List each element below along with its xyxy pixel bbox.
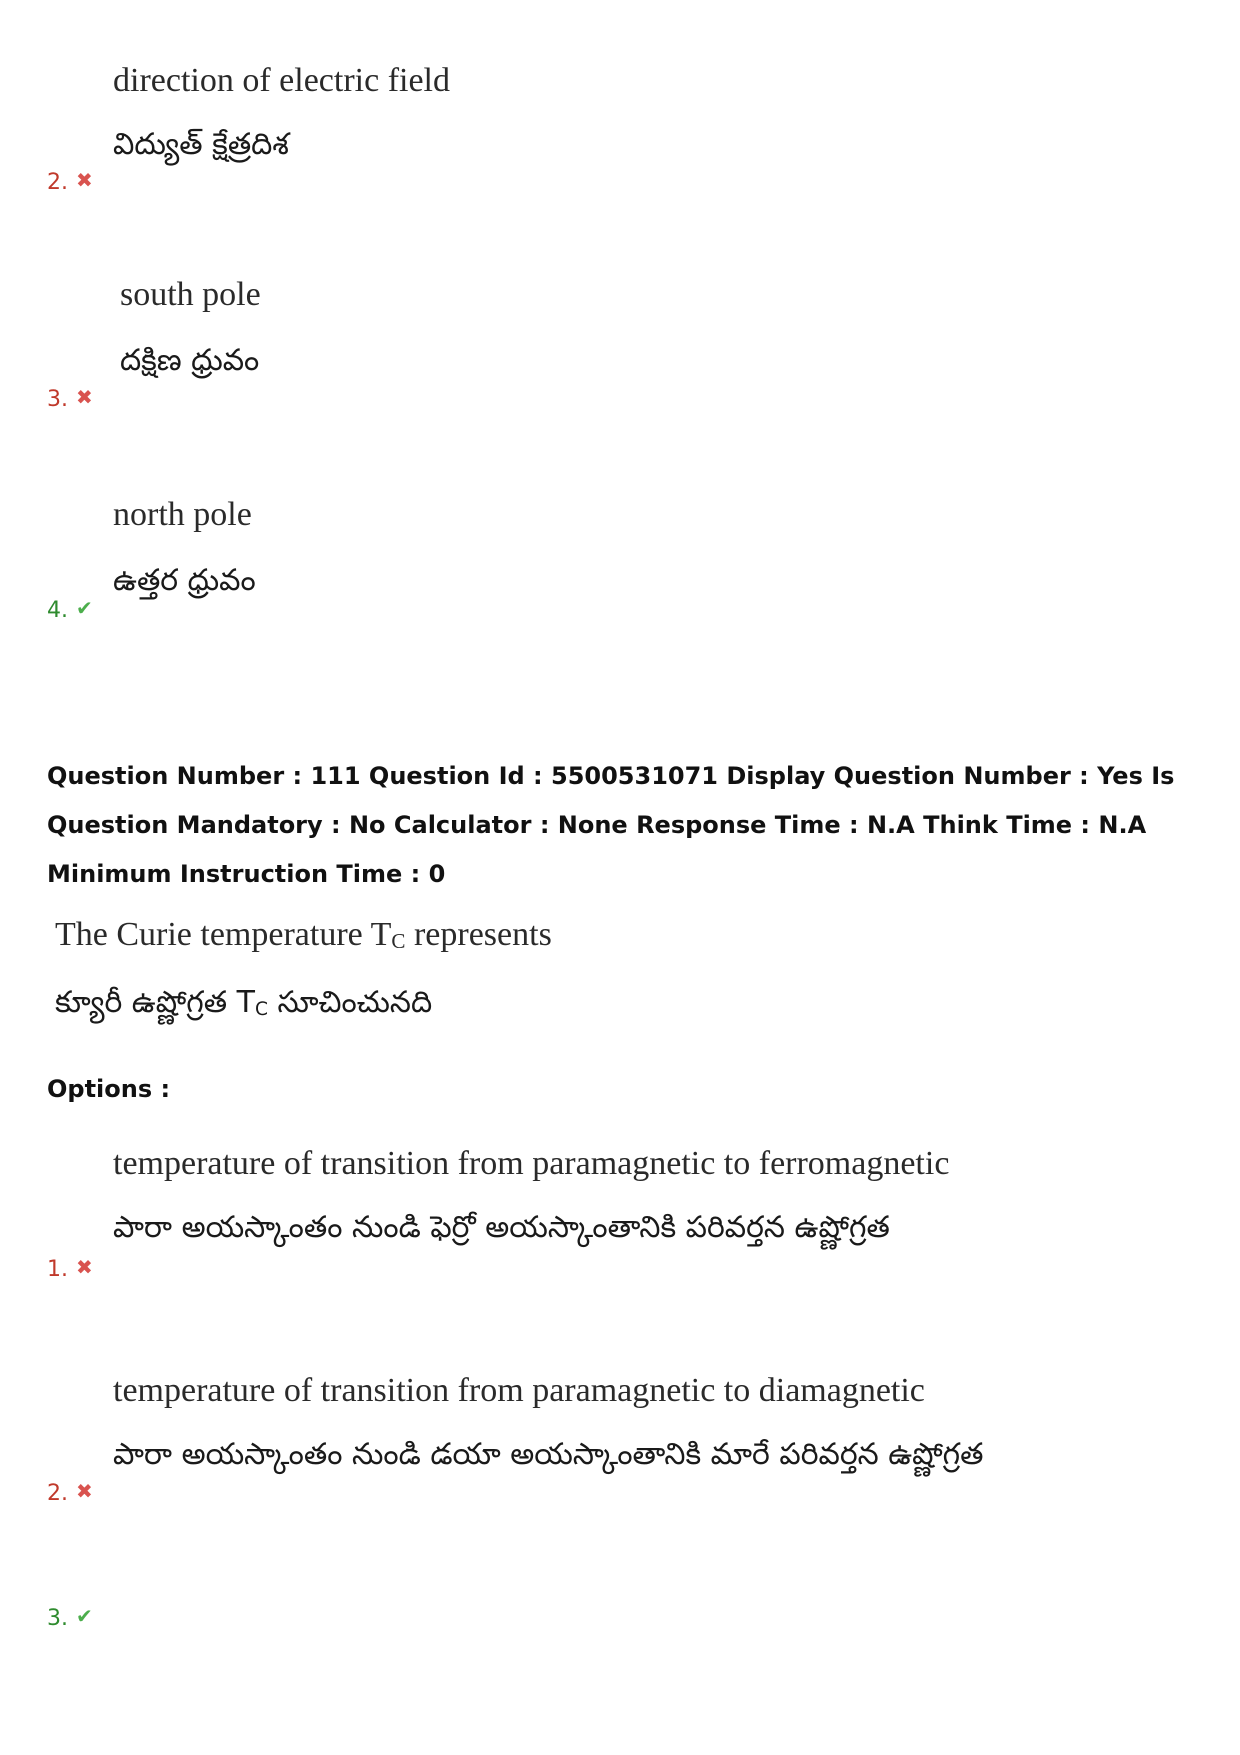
prev-option-4-number: 4. ✔: [47, 596, 93, 623]
prev-option-3-number: 3. ✖: [47, 385, 93, 412]
prev-option-4-english: north pole: [113, 496, 252, 533]
option-1-english: temperature of transition from paramagnetic to ferromagnetic: [113, 1145, 950, 1182]
option-1-number: 1. ✖: [47, 1255, 93, 1282]
prev-option-4-telugu: ఉత్తర ధ్రువం: [113, 563, 256, 598]
check-icon: ✔: [76, 1604, 93, 1628]
cross-icon: ✖: [76, 1479, 93, 1503]
check-icon: ✔: [76, 596, 93, 620]
cross-icon: ✖: [76, 1255, 93, 1279]
prev-option-2-number: 2. ✖: [47, 168, 93, 195]
option-2-number: 2. ✖: [47, 1479, 93, 1506]
prev-option-2-telugu: విద్యుత్ క్షేత్రదిశ: [113, 127, 289, 162]
question-stem-english: The Curie temperature $T_C$ represents: [55, 916, 552, 954]
prev-option-3-telugu: దక్షిణ ధ్రువం: [120, 343, 260, 378]
question-meta: Question Number : 111 Question Id : 5500531071 Display Question Number : Yes Is Question Mandatory : No Calculator : None Response Time : N.A Think Time : N.A Minimum Instruction Time : 0: [47, 762, 1175, 888]
option-3-number: 3. ✔: [47, 1604, 93, 1631]
prev-option-2-english: direction of electric field: [113, 62, 450, 99]
option-1-telugu: పారా అయస్కాంతం నుండి ఫెర్రో అయస్కాంతానికి పరివర్తన ఉష్ణోగ్రత: [113, 1210, 890, 1245]
question-stem-telugu: క్యూరీ ఉష్ణోగ్రత $T_C$ సూచించునది: [55, 985, 433, 1020]
option-2-telugu: పారా అయస్కాంతం నుండి డయా అయస్కాంతానికి మారే పరివర్తన ఉష్ణోగ్రత: [113, 1437, 984, 1472]
prev-option-3-english: south pole: [120, 276, 261, 313]
option-2-english: temperature of transition from paramagnetic to diamagnetic: [113, 1372, 925, 1409]
cross-icon: ✖: [76, 385, 93, 409]
cross-icon: ✖: [76, 168, 93, 192]
options-label: Options :: [47, 1075, 171, 1103]
